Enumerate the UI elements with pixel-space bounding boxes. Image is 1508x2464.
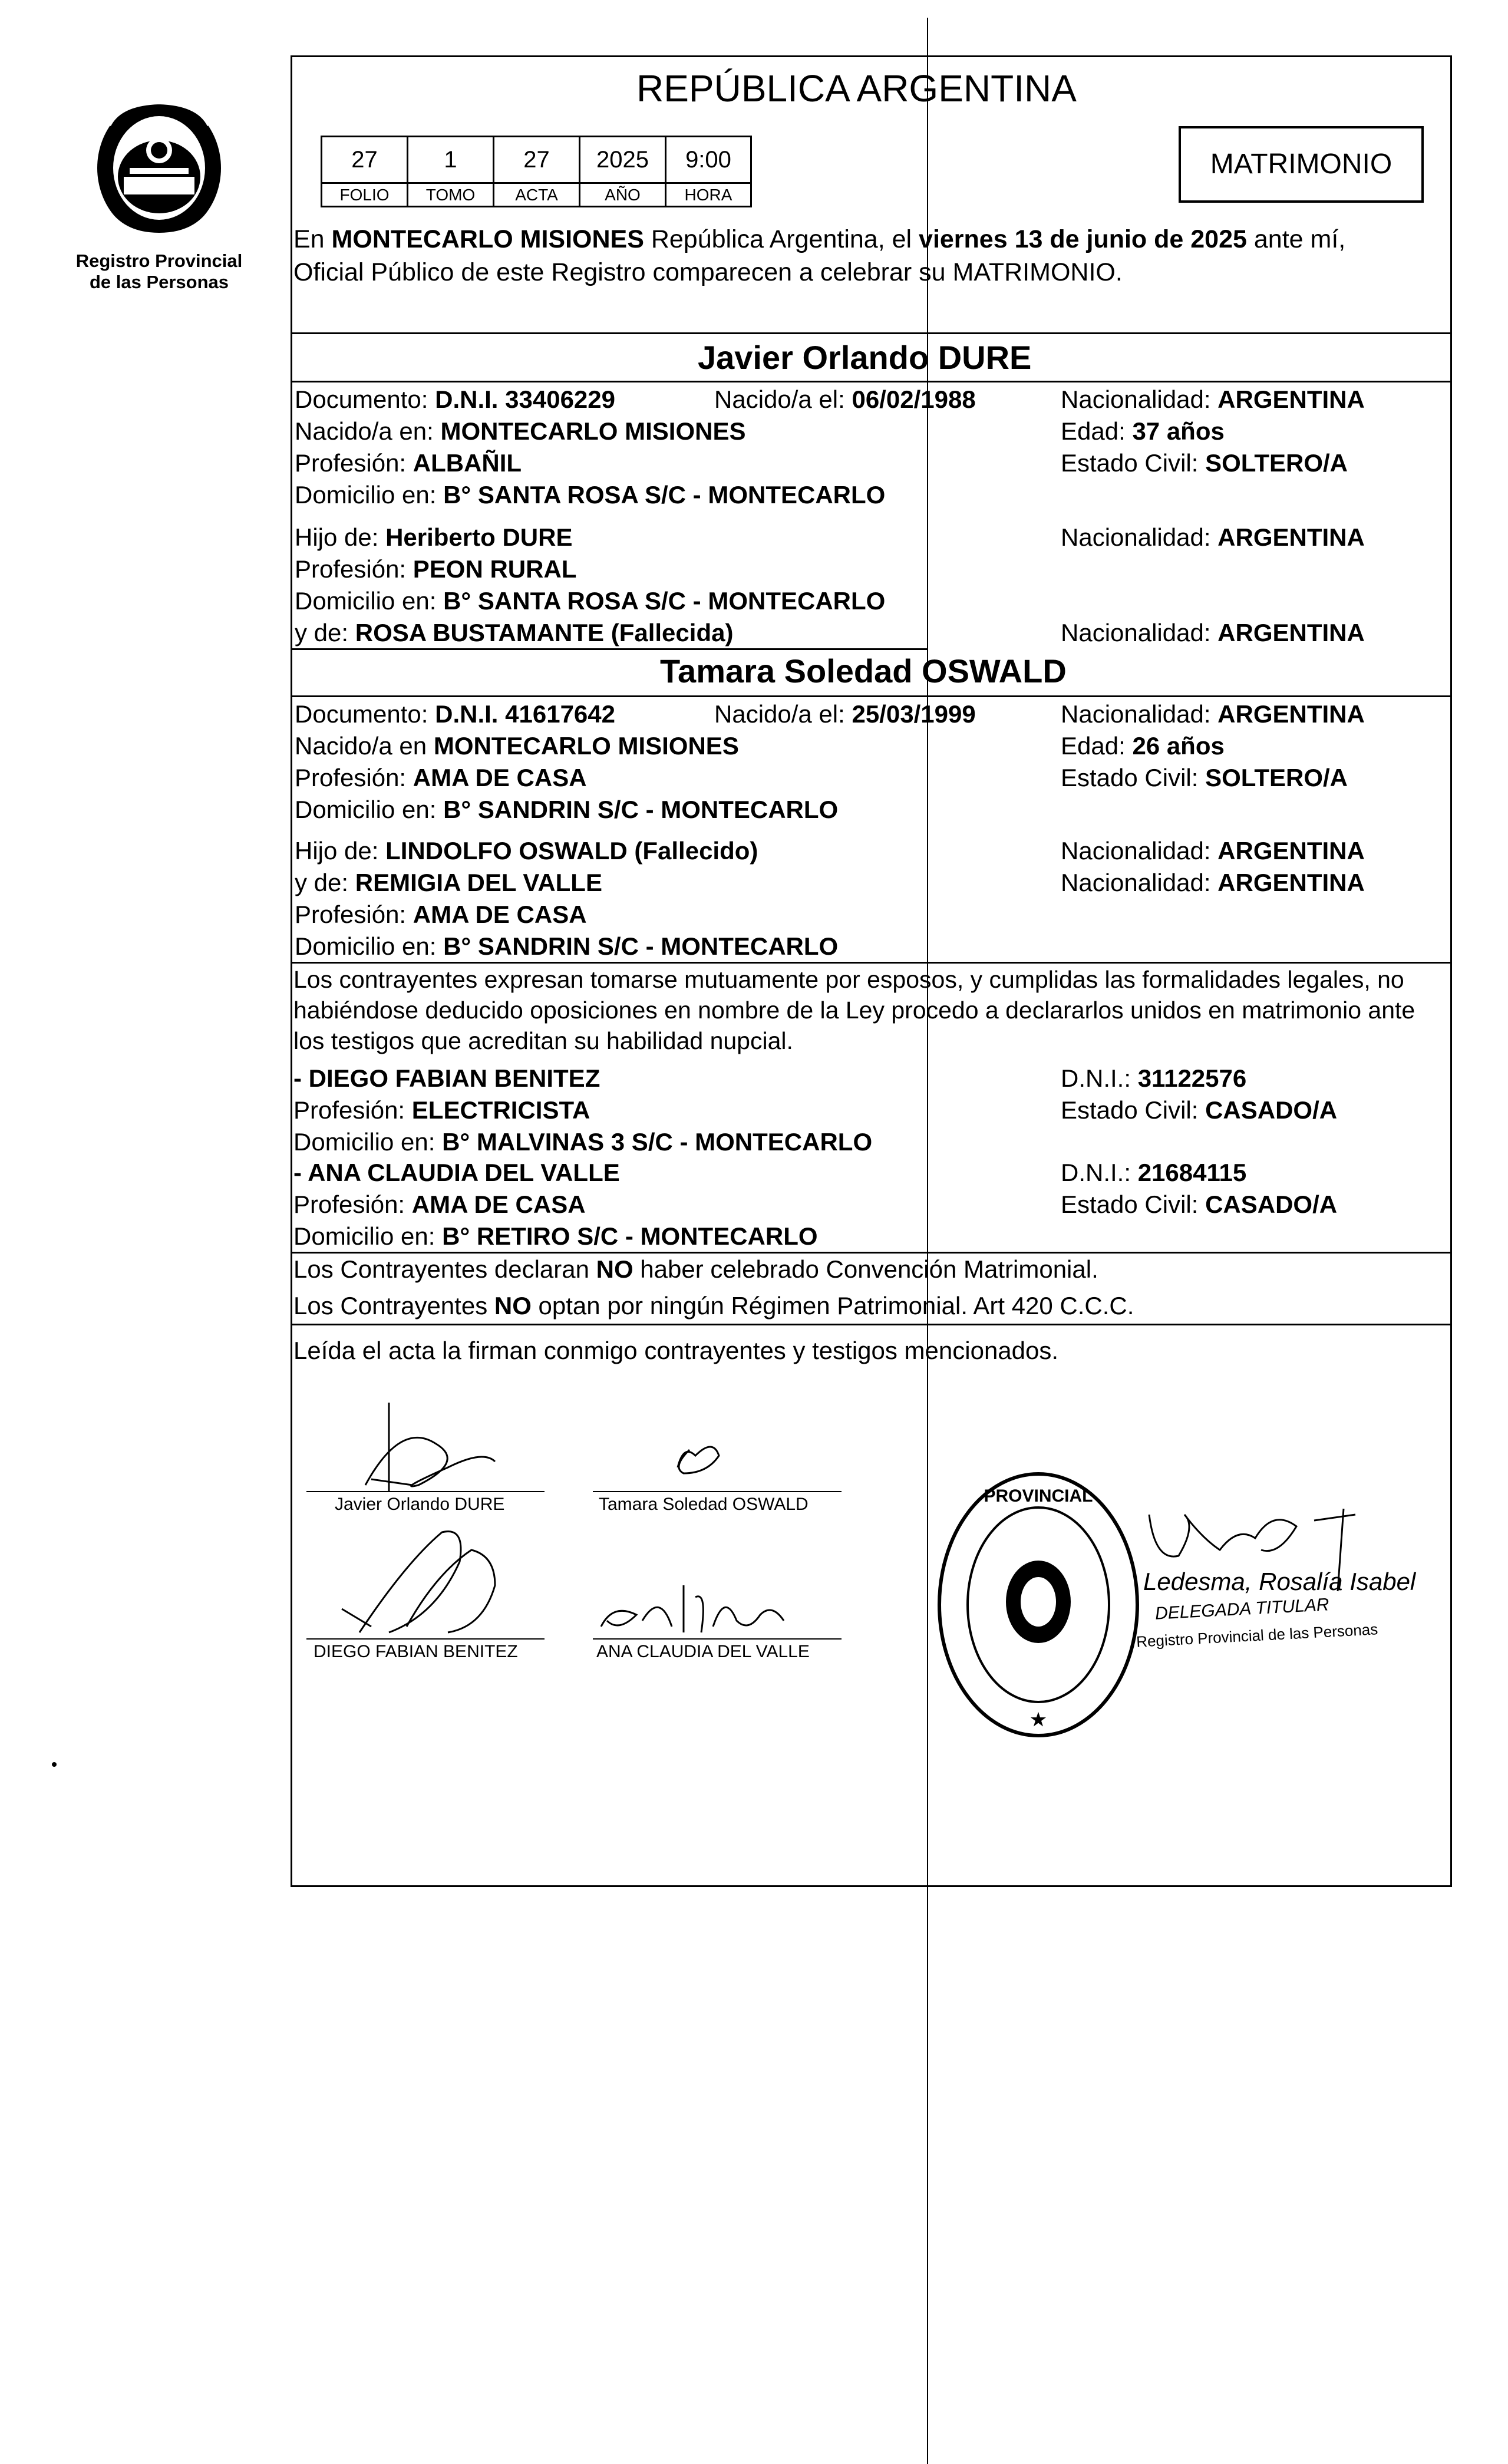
spouse2-addr-label: Domicilio en: [295,796,444,823]
spouse1-mother-nat-label: Nacionalidad: [1061,619,1218,646]
spouse2-father-label: Hijo de: [295,837,386,865]
witness1-addr-value: B° MALVINAS 3 S/C - MONTECARLO [442,1128,873,1156]
official-title: DELEGADA TITULAR [1154,1595,1330,1624]
convention-l2c: optan por ningún Régimen Patrimonial. Art 420 C.C.C. [531,1292,1134,1320]
spouse2-born-in-value: MONTECARLO MISIONES [433,732,739,760]
convention-l1c: haber celebrado Convención Matrimonial. [633,1255,1098,1283]
acta-value: 27 [494,137,580,182]
witness2-prof [293,1189,586,1220]
witness2-civil-value: CASADO/A [1205,1190,1338,1218]
anio-value: 2025 [580,137,666,182]
witness2-civil-label: Estado Civil: [1061,1190,1206,1218]
spouse2-mother-addr-label: Domicilio en: [295,932,444,960]
witness1-civil-label: Estado Civil: [1061,1096,1206,1124]
spouse2-prof-label: Profesión: [295,764,413,791]
witness2-addr [293,1221,818,1252]
spouse2-civil-value: SOLTERO/A [1205,764,1348,791]
signature-line-4 [593,1638,842,1640]
svg-text:PROVINCIAL: PROVINCIAL [984,1486,1093,1506]
witness2-dni-value: 21684115 [1137,1159,1247,1186]
spouse2-mother [295,867,602,898]
spouse2-prof [295,763,587,793]
spouse1-age-value: 37 años [1132,417,1225,445]
convention-l1a: Los Contrayentes declaran [293,1255,596,1283]
spouse1-father-value: Heriberto DURE [385,523,573,551]
spouse2-born-value: 25/03/1999 [852,700,976,728]
signature-javier [330,1397,530,1497]
intro-suffix: ante mí, [1246,225,1346,253]
signature-line-2 [593,1491,842,1492]
spouse1-mother-nat-value: ARGENTINA [1217,619,1365,646]
witness1-prof [293,1095,590,1126]
spouse1-age-label: Edad: [1061,417,1133,445]
spouse1-father-prof-label: Profesión: [295,555,413,583]
spouse1-mother-label: y de: [295,619,355,646]
official-name: Ledesma, Rosalía Isabel [1143,1568,1416,1595]
intro-prefix: En [293,225,332,253]
spouse1-father-nat-label: Nacionalidad: [1061,523,1218,551]
intro-date: viernes 13 de junio de 2025 [919,225,1247,253]
witness1-civil [1061,1095,1337,1126]
witness2-prof-value: AMA DE CASA [411,1190,586,1218]
hora-value: 9:00 [685,147,731,173]
spouse2-father-nat-value: ARGENTINA [1217,837,1365,865]
spouse1-civil-label: Estado Civil: [1061,449,1206,477]
witness2-civil [1061,1189,1337,1220]
tomo-value: 1 [408,137,494,182]
spouse1-addr-label: Domicilio en: [295,481,444,509]
spouse2-mother-nat [1061,867,1365,898]
province-emblem-icon [83,88,236,248]
convention-line1 [293,1254,1098,1285]
tomo-label: TOMO [408,184,494,206]
signature-diego [318,1515,530,1644]
spouse1-nat-value: ARGENTINA [1217,385,1365,413]
convention-l1b: NO [596,1255,633,1283]
witness1-prof-value: ELECTRICISTA [411,1096,590,1124]
spouse2-father-nat-label: Nacionalidad: [1061,837,1218,865]
registry-name [41,250,277,293]
witness1-dni [1061,1063,1246,1094]
witness1-dni-value: 31122576 [1137,1064,1247,1092]
witness2-dni-label: D.N.I.: [1061,1159,1138,1186]
spouse2-nat [1061,699,1365,730]
spouse2-doc-value: D.N.I. 41617642 [435,700,615,728]
spouse1-born-value: 06/02/1988 [852,385,976,413]
witness2-dni [1061,1157,1246,1188]
spouse2-nat-value: ARGENTINA [1217,700,1365,728]
spouse2-mother-value: REMIGIA DEL VALLE [355,869,602,896]
signature-label-2: Tamara Soledad OSWALD [599,1495,809,1514]
spouse1-father-nat-value: ARGENTINA [1217,523,1365,551]
spouse1-civil-value: SOLTERO/A [1205,449,1348,477]
spouse2-mother-nat-label: Nacionalidad: [1061,869,1218,896]
spouse2-father [295,836,758,866]
spouse2-age [1061,731,1225,761]
spouse1-mother-nat [1061,618,1365,648]
acta-label: ACTA [494,184,580,206]
spouse1-name: Javier Orlando DURE [698,339,1032,376]
spouse2-civil-label: Estado Civil: [1061,764,1206,791]
act-type: MATRIMONIO [1210,149,1392,180]
act-number-table [321,136,752,207]
signature-ana [595,1579,796,1644]
spouse2-mother-addr-value: B° SANDRIN S/C - MONTECARLO [443,932,839,960]
svg-text:★: ★ [1030,1710,1047,1730]
convention-line2 [293,1291,1134,1321]
spouse1-born-in-label: Nacido/a en: [295,417,441,445]
spouse1-father [295,522,572,553]
spouse2-age-value: 26 años [1132,732,1225,760]
spouse2-mother-prof [295,899,587,930]
spouse2-addr-value: B° SANDRIN S/C - MONTECARLO [443,796,839,823]
spouse2-doc [295,699,615,730]
spouse1-mother [295,618,733,648]
signature-label-3: DIEGO FABIAN BENITEZ [314,1642,518,1661]
spouse1-father-addr-value: B° SANTA ROSA S/C - MONTECARLO [443,587,886,615]
spouse2-mother-label: y de: [295,869,355,896]
spouse1-prof-value: ALBAÑIL [413,449,522,477]
scan-speck [52,1762,57,1767]
spouse1-nat [1061,384,1365,415]
spouse2-mother-prof-value: AMA DE CASA [413,901,587,928]
registry-name-line1: Registro Provincial [75,250,243,271]
spouse2-mother-prof-label: Profesión: [295,901,413,928]
spouse1-mother-value: ROSA BUSTAMANTE (Fallecida) [355,619,734,646]
spouse2-name: Tamara Soledad OSWALD [660,652,1067,690]
witness1-dni-label: D.N.I.: [1061,1064,1138,1092]
signature-line-1 [306,1491,545,1492]
folio-value: 27 [322,137,408,182]
spouse1-born-in [295,416,746,447]
spouse2-doc-label: Documento: [295,700,435,728]
spouse1-addr [295,480,885,510]
spouse1-born-label: Nacido/a el: [714,385,852,413]
spouse2-born-in [295,731,739,761]
spouse2-born-in-label: Nacido/a en [295,732,434,760]
spouse1-nat-label: Nacionalidad: [1061,385,1218,413]
spouse1-doc-value: D.N.I. 33406229 [435,385,615,413]
registry-name-line2: de las Personas [89,272,229,292]
witness1-prof-label: Profesión: [293,1096,412,1124]
signature-tamara [660,1432,731,1485]
spouse1-addr-value: B° SANTA ROSA S/C - MONTECARLO [443,481,886,509]
official-seal [932,1466,1144,1743]
intro-line1 [293,224,1345,255]
witness2-prof-label: Profesión: [293,1190,412,1218]
convention-l2a: Los Contrayentes [293,1292,494,1320]
spouse2-mother-addr [295,931,838,962]
witness2-name: - ANA CLAUDIA DEL VALLE [293,1159,620,1186]
spouse1-civil [1061,448,1348,479]
act-type-box [1179,126,1424,203]
declaration-line3: los testigos que acreditan su habilidad nupcial. [293,1027,793,1054]
intro-place: MONTECARLO MISIONES [331,225,644,253]
spouse2-civil [1061,763,1348,793]
spouse1-father-addr [295,586,885,616]
spouse1-father-nat [1061,522,1365,553]
spouse2-born-label: Nacido/a el: [714,700,852,728]
folio-label: FOLIO [322,184,408,206]
spouse2-mother-nat-value: ARGENTINA [1217,869,1365,896]
spouse1-father-label: Hijo de: [295,523,386,551]
spouse1-prof [295,448,522,479]
spouse2-addr [295,794,838,825]
witness1-civil-value: CASADO/A [1205,1096,1338,1124]
declaration-line2: habiéndose deducido oposiciones en nombre de la Ley procedo a declararlos unidos en matrimonio ante [293,997,1415,1024]
anio-label: AÑO [580,184,666,206]
hora-label: HORA [684,186,732,204]
country-title: REPÚBLICA ARGENTINA [636,67,1077,110]
closing-text: Leída el acta la firman conmigo contrayentes y testigos mencionados. [293,1337,1059,1364]
declaration-line1: Los contrayentes expresan tomarse mutuamente por esposos, y cumplidas las formalidades legales, no [293,966,1404,993]
signature-label-1: Javier Orlando DURE [335,1495,505,1514]
signature-label-4: ANA CLAUDIA DEL VALLE [596,1642,810,1661]
intro-line2: Oficial Público de este Registro comparecen a celebrar su MATRIMONIO. [293,258,1123,286]
spouse2-born [714,699,976,730]
spouse1-born-in-value: MONTECARLO MISIONES [440,417,746,445]
spouse2-age-label: Edad: [1061,732,1133,760]
spouse1-father-prof-value: PEON RURAL [413,555,577,583]
signature-line-3 [306,1638,545,1640]
spouse1-father-prof [295,554,576,585]
official-org: Registro Provincial de las Personas [1136,1620,1378,1651]
spouse1-father-addr-label: Domicilio en: [295,587,444,615]
spouse1-doc [295,384,615,415]
intro-mid: República Argentina, el [644,225,919,253]
witness1-addr-label: Domicilio en: [293,1128,443,1156]
spouse1-age [1061,416,1225,447]
spouse2-prof-value: AMA DE CASA [413,764,587,791]
spouse2-father-nat [1061,836,1365,866]
spouse1-doc-label: Documento: [295,385,435,413]
spouse2-nat-label: Nacionalidad: [1061,700,1218,728]
registry-logo [83,88,236,248]
convention-l2b: NO [494,1292,532,1320]
spouse1-prof-label: Profesión: [295,449,413,477]
witness2-addr-value: B° RETIRO S/C - MONTECARLO [442,1222,818,1250]
witness2-addr-label: Domicilio en: [293,1222,443,1250]
spouse1-born [714,384,976,415]
spouse2-father-value: LINDOLFO OSWALD (Fallecido) [385,837,758,865]
witness1-addr [293,1127,872,1157]
witness1-name: - DIEGO FABIAN BENITEZ [293,1064,600,1092]
